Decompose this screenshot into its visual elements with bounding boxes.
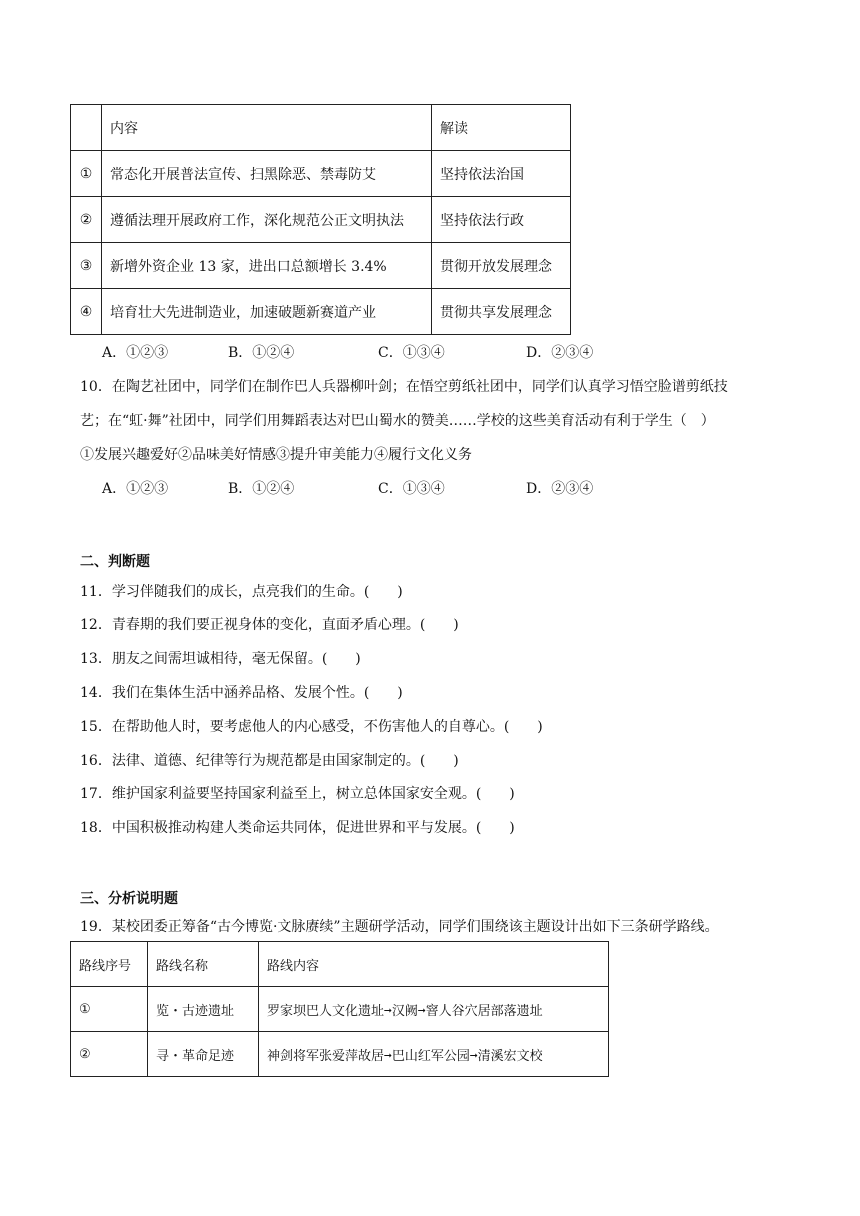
option-a: A．①②③ (102, 481, 169, 497)
table-header-row (71, 105, 571, 151)
row-num: ③ (71, 243, 102, 289)
interpretation-table (70, 104, 571, 335)
row-reading: 坚持依法治国 (432, 151, 571, 197)
route-table (70, 941, 609, 1077)
judgment-item: 11．学习伴随我们的成长，点亮我们的生命。( ) (80, 584, 403, 600)
route-content: 神剑将军张爱萍故居➞巴山红军公园➞清溪宏文校 (259, 1032, 609, 1077)
row-reading: 贯彻开放发展理念 (432, 243, 571, 289)
row-content: 遵循法理开展政府工作，深化规范公正文明执法 (102, 197, 432, 243)
table-header-route-name: 路线名称 (148, 942, 259, 987)
judgment-item: 14．我们在集体生活中涵养品格、发展个性。( ) (80, 685, 403, 701)
option-b: B．①②④ (228, 345, 295, 361)
option-d: D．②③④ (526, 481, 594, 497)
judgment-item: 16．法律、道德、纪律等行为规范都是由国家制定的。( ) (80, 753, 459, 769)
judgment-item: 13．朋友之间需坦诚相待，毫无保留。( ) (80, 651, 361, 667)
row-content: 培育壮大先进制造业，加速破题新赛道产业 (102, 289, 432, 335)
table-header-num (71, 105, 102, 151)
option-c: C．①③④ (378, 345, 445, 361)
option-c: C．①③④ (378, 481, 445, 497)
route-name: 览・古迹遗址 (148, 987, 259, 1032)
route-content: 罗家坝巴人文化遗址➞汉阙➞窨人谷穴居部落遗址 (259, 987, 609, 1032)
section-title-judgment: 二、判断题 (80, 554, 150, 570)
route-num: ② (71, 1032, 148, 1077)
judgment-item: 17．维护国家利益要坚持国家利益至上，树立总体国家安全观。( ) (80, 786, 515, 802)
q10-line3: ①发展兴趣爱好②品味美好情感③提升审美能力④履行文化义务 (80, 447, 472, 463)
table-header-reading: 解读 (432, 105, 571, 151)
q10-line2: 艺；在“虹·舞”社团中，同学们用舞蹈表达对巴山蜀水的赞美……学校的这些美育活动有利于学生（ ） (80, 413, 715, 429)
route-num: ① (71, 987, 148, 1032)
row-reading: 贯彻共享发展理念 (432, 289, 571, 335)
q19-text: 19．某校团委正筹备“古今博览·文脉赓续”主题研学活动，同学们围绕该主题设计出如下三条研学路线。 (80, 919, 719, 935)
row-num: ④ (71, 289, 102, 335)
table-header-route-content: 路线内容 (259, 942, 609, 987)
section-title-analysis: 三、分析说明题 (80, 891, 178, 907)
judgment-item: 12．青春期的我们要正视身体的变化，直面矛盾心理。( ) (80, 617, 459, 633)
option-a: A．①②③ (102, 345, 169, 361)
table-header-row (71, 942, 609, 987)
table-row (71, 987, 609, 1032)
table-row (71, 151, 571, 197)
row-content: 新增外资企业 13 家，进出口总额增长 3.4% (102, 243, 432, 289)
table-header-route-num: 路线序号 (71, 942, 148, 987)
table-row (71, 1032, 609, 1077)
q10-line1: 10．在陶艺社团中，同学们在制作巴人兵器柳叶剑；在悟空剪纸社团中，同学们认真学习悟空脸谱剪纸技 (80, 379, 728, 395)
table-row (71, 289, 571, 335)
route-name: 寻・革命足迹 (148, 1032, 259, 1077)
table-header-content: 内容 (102, 105, 432, 151)
judgment-item: 18．中国积极推动构建人类命运共同体，促进世界和平与发展。( ) (80, 820, 515, 836)
row-num: ② (71, 197, 102, 243)
table-row (71, 197, 571, 243)
table-row (71, 243, 571, 289)
judgment-item: 15．在帮助他人时，要考虑他人的内心感受，不伤害他人的自尊心。( ) (80, 719, 543, 735)
row-reading: 坚持依法行政 (432, 197, 571, 243)
row-num: ① (71, 151, 102, 197)
row-content: 常态化开展普法宣传、扫黑除恶、禁毒防艾 (102, 151, 432, 197)
option-d: D．②③④ (526, 345, 594, 361)
option-b: B．①②④ (228, 481, 295, 497)
